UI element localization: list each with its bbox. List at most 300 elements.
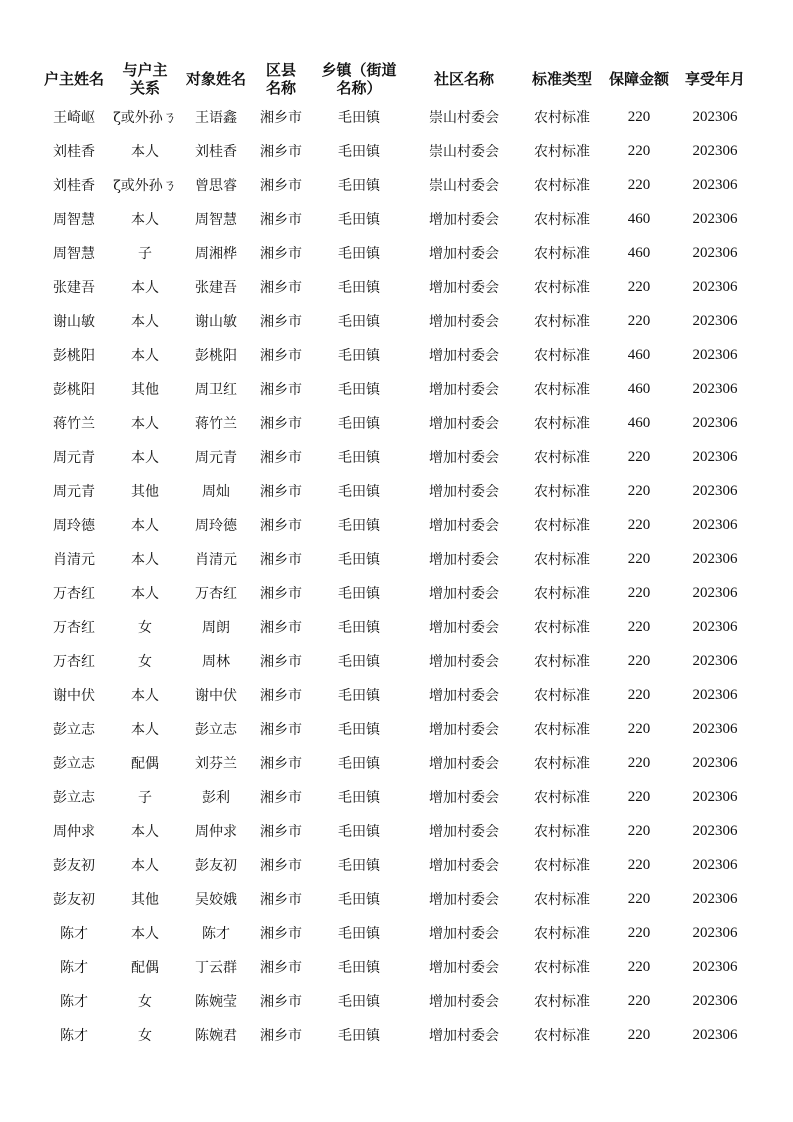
table-row [38, 474, 756, 508]
header-relationship-line: 关系 [129, 79, 160, 97]
cell-relationship: 本人 [131, 824, 159, 840]
cell-period: 202306 [692, 618, 738, 635]
cell-relationship: 女 [138, 1028, 152, 1044]
cell-recipient-name: 谢中伏 [195, 688, 237, 704]
cell-standard-type: 农村标准 [534, 246, 590, 262]
cell-township: 毛田镇 [338, 960, 380, 976]
cell-community: 增加村委会 [429, 926, 499, 942]
cell-relationship: ζ或外孙ㄋ [113, 110, 177, 126]
cell-township: 毛田镇 [338, 824, 380, 840]
cell-community: 增加村委会 [429, 450, 499, 466]
cell-amount: 220 [627, 958, 651, 975]
cell-standard-type: 农村标准 [534, 790, 590, 806]
cell-recipient-name: 周智慧 [195, 212, 237, 228]
cell-community: 增加村委会 [429, 1028, 499, 1044]
table-row [38, 372, 756, 406]
cell-community: 增加村委会 [429, 518, 499, 534]
table-row [38, 814, 756, 848]
cell-community: 增加村委会 [429, 586, 499, 602]
header-county [252, 58, 310, 100]
cell-householder-name: 周智慧 [53, 212, 95, 228]
cell-standard-type: 农村标准 [534, 926, 590, 942]
cell-amount: 220 [627, 788, 651, 805]
cell-county: 湘乡市 [260, 892, 302, 908]
cell-period: 202306 [692, 278, 738, 295]
cell-standard-type: 农村标准 [534, 144, 590, 160]
cell-recipient-name: 陈才 [202, 926, 230, 942]
cell-recipient-name: 周湘桦 [195, 246, 237, 262]
cell-householder-name: 蒋竹兰 [53, 416, 95, 432]
header-standard-type [520, 58, 604, 100]
cell-householder-name: 彭桃阳 [53, 382, 95, 398]
header-householder-name-line: 户主姓名 [43, 70, 104, 88]
cell-community: 增加村委会 [429, 212, 499, 228]
cell-standard-type: 农村标准 [534, 994, 590, 1010]
cell-standard-type: 农村标准 [534, 212, 590, 228]
table-row [38, 338, 756, 372]
cell-householder-name: 周玲德 [53, 518, 95, 534]
cell-community: 增加村委会 [429, 484, 499, 500]
header-period [674, 58, 756, 100]
cell-householder-name: 彭立志 [53, 790, 95, 806]
cell-period: 202306 [692, 482, 738, 499]
cell-recipient-name: 周仲求 [195, 824, 237, 840]
cell-householder-name: 张建吾 [53, 280, 95, 296]
cell-householder-name: 彭友初 [53, 858, 95, 874]
cell-standard-type: 农村标准 [534, 178, 590, 194]
cell-township: 毛田镇 [338, 144, 380, 160]
cell-period: 202306 [692, 754, 738, 771]
header-township [310, 58, 408, 100]
cell-county: 湘乡市 [260, 280, 302, 296]
cell-county: 湘乡市 [260, 722, 302, 738]
table-row [38, 746, 756, 780]
cell-recipient-name: 周灿 [202, 484, 230, 500]
header-relationship-line: 与户主 [122, 61, 168, 79]
cell-township: 毛田镇 [338, 280, 380, 296]
cell-county: 湘乡市 [260, 212, 302, 228]
table-row [38, 984, 756, 1018]
cell-householder-name: 谢中伏 [53, 688, 95, 704]
cell-recipient-name: 丁云群 [195, 960, 237, 976]
cell-county: 湘乡市 [260, 1028, 302, 1044]
cell-standard-type: 农村标准 [534, 824, 590, 840]
cell-township: 毛田镇 [338, 314, 380, 330]
cell-recipient-name: 刘芬兰 [195, 756, 237, 772]
cell-relationship: 其他 [131, 382, 159, 398]
cell-standard-type: 农村标准 [534, 858, 590, 874]
cell-relationship: 本人 [131, 416, 159, 432]
cell-relationship: 子 [138, 790, 152, 806]
cell-amount: 220 [627, 618, 651, 635]
table-row [38, 406, 756, 440]
cell-householder-name: 万杏红 [53, 586, 95, 602]
cell-householder-name: 王崎岖 [53, 110, 95, 126]
cell-period: 202306 [692, 1026, 738, 1043]
cell-relationship: 其他 [131, 892, 159, 908]
cell-standard-type: 农村标准 [534, 892, 590, 908]
cell-period: 202306 [692, 890, 738, 907]
cell-community: 增加村委会 [429, 994, 499, 1010]
cell-county: 湘乡市 [260, 926, 302, 942]
cell-amount: 220 [627, 822, 651, 839]
cell-period: 202306 [692, 346, 738, 363]
table-row [38, 916, 756, 950]
cell-community: 增加村委会 [429, 960, 499, 976]
header-amount [604, 58, 674, 100]
cell-recipient-name: 周玲德 [195, 518, 237, 534]
cell-householder-name: 陈才 [60, 926, 88, 942]
cell-householder-name: 肖清元 [53, 552, 95, 568]
cell-recipient-name: 王语鑫 [195, 110, 237, 126]
cell-householder-name: 万杏红 [53, 654, 95, 670]
cell-community: 增加村委会 [429, 620, 499, 636]
cell-period: 202306 [692, 244, 738, 261]
cell-county: 湘乡市 [260, 348, 302, 364]
cell-relationship: 本人 [131, 722, 159, 738]
cell-recipient-name: 周朗 [202, 620, 230, 636]
cell-county: 湘乡市 [260, 144, 302, 160]
table-row [38, 440, 756, 474]
cell-period: 202306 [692, 312, 738, 329]
cell-amount: 220 [627, 856, 651, 873]
cell-township: 毛田镇 [338, 756, 380, 772]
cell-period: 202306 [692, 210, 738, 227]
cell-period: 202306 [692, 686, 738, 703]
cell-householder-name: 周元青 [53, 484, 95, 500]
cell-recipient-name: 刘桂香 [195, 144, 237, 160]
cell-county: 湘乡市 [260, 552, 302, 568]
cell-relationship: 本人 [131, 144, 159, 160]
cell-amount: 220 [627, 550, 651, 567]
cell-county: 湘乡市 [260, 314, 302, 330]
cell-county: 湘乡市 [260, 790, 302, 806]
cell-standard-type: 农村标准 [534, 110, 590, 126]
cell-amount: 220 [627, 754, 651, 771]
cell-township: 毛田镇 [338, 586, 380, 602]
cell-standard-type: 农村标准 [534, 484, 590, 500]
cell-community: 增加村委会 [429, 280, 499, 296]
cell-township: 毛田镇 [338, 382, 380, 398]
cell-community: 崇山村委会 [429, 110, 499, 126]
cell-county: 湘乡市 [260, 586, 302, 602]
cell-householder-name: 彭立志 [53, 722, 95, 738]
cell-amount: 460 [627, 380, 651, 397]
table-row [38, 848, 756, 882]
table-row [38, 304, 756, 338]
cell-householder-name: 刘桂香 [53, 144, 95, 160]
table-row [38, 270, 756, 304]
cell-relationship: ζ或外孙ㄋ [113, 178, 177, 194]
cell-amount: 220 [627, 686, 651, 703]
cell-relationship: 子 [138, 246, 152, 262]
cell-township: 毛田镇 [338, 348, 380, 364]
table-row [38, 882, 756, 916]
table-row [38, 712, 756, 746]
cell-amount: 220 [627, 278, 651, 295]
table-row [38, 236, 756, 270]
cell-period: 202306 [692, 720, 738, 737]
cell-community: 增加村委会 [429, 824, 499, 840]
cell-recipient-name: 周林 [202, 654, 230, 670]
cell-township: 毛田镇 [338, 722, 380, 738]
cell-recipient-name: 蒋竹兰 [195, 416, 237, 432]
table-row [38, 950, 756, 984]
header-recipient-name [180, 58, 252, 100]
cell-amount: 220 [627, 720, 651, 737]
cell-county: 湘乡市 [260, 620, 302, 636]
cell-standard-type: 农村标准 [534, 586, 590, 602]
cell-county: 湘乡市 [260, 518, 302, 534]
cell-amount: 220 [627, 924, 651, 941]
header-amount-line: 保障金额 [608, 70, 669, 88]
document-sheet [38, 58, 756, 1052]
cell-householder-name: 刘桂香 [53, 178, 95, 194]
cell-standard-type: 农村标准 [534, 688, 590, 704]
cell-relationship: 本人 [131, 212, 159, 228]
cell-county: 湘乡市 [260, 654, 302, 670]
cell-amount: 460 [627, 210, 651, 227]
cell-community: 增加村委会 [429, 382, 499, 398]
cell-standard-type: 农村标准 [534, 756, 590, 772]
header-township-line: 乡镇（街道 [321, 61, 397, 79]
cell-recipient-name: 彭桃阳 [195, 348, 237, 364]
cell-community: 增加村委会 [429, 654, 499, 670]
cell-period: 202306 [692, 856, 738, 873]
cell-township: 毛田镇 [338, 416, 380, 432]
cell-standard-type: 农村标准 [534, 450, 590, 466]
cell-householder-name: 陈才 [60, 960, 88, 976]
table-row [38, 610, 756, 644]
cell-period: 202306 [692, 550, 738, 567]
header-community [408, 58, 520, 100]
cell-recipient-name: 万杏红 [195, 586, 237, 602]
cell-period: 202306 [692, 822, 738, 839]
cell-community: 增加村委会 [429, 246, 499, 262]
cell-community: 增加村委会 [429, 858, 499, 874]
cell-standard-type: 农村标准 [534, 416, 590, 432]
cell-period: 202306 [692, 142, 738, 159]
cell-amount: 220 [627, 992, 651, 1009]
cell-relationship: 本人 [131, 314, 159, 330]
cell-relationship: 本人 [131, 348, 159, 364]
cell-amount: 220 [627, 584, 651, 601]
cell-community: 增加村委会 [429, 892, 499, 908]
cell-relationship: 本人 [131, 586, 159, 602]
header-relationship [110, 58, 180, 100]
cell-relationship: 本人 [131, 450, 159, 466]
cell-county: 湘乡市 [260, 416, 302, 432]
cell-county: 湘乡市 [260, 824, 302, 840]
cell-county: 湘乡市 [260, 450, 302, 466]
cell-county: 湘乡市 [260, 484, 302, 500]
cell-community: 增加村委会 [429, 722, 499, 738]
cell-county: 湘乡市 [260, 858, 302, 874]
table-row [38, 202, 756, 236]
cell-community: 增加村委会 [429, 790, 499, 806]
cell-amount: 220 [627, 176, 651, 193]
cell-county: 湘乡市 [260, 246, 302, 262]
cell-relationship: 本人 [131, 518, 159, 534]
cell-recipient-name: 曾思睿 [195, 178, 237, 194]
cell-county: 湘乡市 [260, 382, 302, 398]
cell-standard-type: 农村标准 [534, 518, 590, 534]
cell-standard-type: 农村标准 [534, 722, 590, 738]
table-row [38, 780, 756, 814]
cell-standard-type: 农村标准 [534, 1028, 590, 1044]
cell-recipient-name: 彭立志 [195, 722, 237, 738]
cell-relationship: 本人 [131, 858, 159, 874]
cell-householder-name: 周仲求 [53, 824, 95, 840]
cell-county: 湘乡市 [260, 178, 302, 194]
cell-county: 湘乡市 [260, 994, 302, 1010]
cell-township: 毛田镇 [338, 1028, 380, 1044]
cell-relationship: 本人 [131, 926, 159, 942]
cell-township: 毛田镇 [338, 790, 380, 806]
cell-householder-name: 陈才 [60, 994, 88, 1010]
cell-amount: 220 [627, 482, 651, 499]
cell-amount: 220 [627, 312, 651, 329]
cell-period: 202306 [692, 448, 738, 465]
cell-township: 毛田镇 [338, 926, 380, 942]
header-standard-type-line: 标准类型 [531, 70, 592, 88]
cell-township: 毛田镇 [338, 518, 380, 534]
cell-householder-name: 谢山敏 [53, 314, 95, 330]
cell-amount: 220 [627, 108, 651, 125]
cell-recipient-name: 周元青 [195, 450, 237, 466]
cell-township: 毛田镇 [338, 110, 380, 126]
cell-township: 毛田镇 [338, 212, 380, 228]
header-recipient-name-line: 对象姓名 [185, 70, 246, 88]
cell-township: 毛田镇 [338, 484, 380, 500]
cell-township: 毛田镇 [338, 246, 380, 262]
cell-standard-type: 农村标准 [534, 382, 590, 398]
header-householder-name [38, 58, 110, 100]
cell-relationship: 其他 [131, 484, 159, 500]
cell-community: 增加村委会 [429, 314, 499, 330]
cell-relationship: 女 [138, 994, 152, 1010]
cell-county: 湘乡市 [260, 756, 302, 772]
cell-relationship: 本人 [131, 280, 159, 296]
cell-township: 毛田镇 [338, 178, 380, 194]
table-body [38, 100, 756, 1052]
cell-period: 202306 [692, 652, 738, 669]
cell-township: 毛田镇 [338, 552, 380, 568]
cell-community: 增加村委会 [429, 552, 499, 568]
cell-township: 毛田镇 [338, 688, 380, 704]
cell-period: 202306 [692, 516, 738, 533]
cell-recipient-name: 陈婉君 [195, 1028, 237, 1044]
cell-amount: 460 [627, 346, 651, 363]
cell-community: 增加村委会 [429, 756, 499, 772]
cell-township: 毛田镇 [338, 994, 380, 1010]
cell-period: 202306 [692, 924, 738, 941]
cell-county: 湘乡市 [260, 110, 302, 126]
cell-county: 湘乡市 [260, 688, 302, 704]
cell-recipient-name: 彭利 [202, 790, 230, 806]
cell-township: 毛田镇 [338, 654, 380, 670]
cell-householder-name: 陈才 [60, 1028, 88, 1044]
table-row [38, 1018, 756, 1052]
cell-recipient-name: 彭友初 [195, 858, 237, 874]
header-township-line: 名称） [336, 79, 382, 97]
cell-township: 毛田镇 [338, 858, 380, 874]
header-community-line: 社区名称 [433, 70, 494, 88]
header-county-line: 区县 [265, 61, 296, 79]
cell-amount: 220 [627, 142, 651, 159]
cell-township: 毛田镇 [338, 450, 380, 466]
cell-period: 202306 [692, 380, 738, 397]
header-county-line: 名称 [265, 79, 296, 97]
cell-township: 毛田镇 [338, 620, 380, 636]
cell-community: 增加村委会 [429, 416, 499, 432]
cell-township: 毛田镇 [338, 892, 380, 908]
table-row [38, 576, 756, 610]
table-row [38, 168, 756, 202]
cell-relationship: 配偶 [131, 756, 159, 772]
cell-standard-type: 农村标准 [534, 314, 590, 330]
cell-period: 202306 [692, 176, 738, 193]
cell-recipient-name: 吴姣娥 [195, 892, 237, 908]
cell-county: 湘乡市 [260, 960, 302, 976]
cell-householder-name: 万杏红 [53, 620, 95, 636]
cell-householder-name: 周元青 [53, 450, 95, 466]
cell-standard-type: 农村标准 [534, 654, 590, 670]
cell-recipient-name: 周卫红 [195, 382, 237, 398]
cell-householder-name: 周智慧 [53, 246, 95, 262]
cell-recipient-name: 陈婉莹 [195, 994, 237, 1010]
table-header-row [38, 58, 756, 100]
cell-period: 202306 [692, 414, 738, 431]
cell-standard-type: 农村标准 [534, 552, 590, 568]
cell-householder-name: 彭友初 [53, 892, 95, 908]
header-period-line: 享受年月 [684, 70, 745, 88]
table-row [38, 678, 756, 712]
cell-amount: 220 [627, 1026, 651, 1043]
cell-community: 崇山村委会 [429, 178, 499, 194]
table-row [38, 644, 756, 678]
cell-standard-type: 农村标准 [534, 280, 590, 296]
cell-amount: 220 [627, 652, 651, 669]
cell-amount: 220 [627, 890, 651, 907]
table-row [38, 134, 756, 168]
cell-period: 202306 [692, 992, 738, 1009]
table-row [38, 542, 756, 576]
cell-standard-type: 农村标准 [534, 348, 590, 364]
cell-community: 增加村委会 [429, 348, 499, 364]
cell-community: 崇山村委会 [429, 144, 499, 160]
cell-householder-name: 彭立志 [53, 756, 95, 772]
cell-recipient-name: 谢山敏 [195, 314, 237, 330]
cell-householder-name: 彭桃阳 [53, 348, 95, 364]
cell-relationship: 女 [138, 620, 152, 636]
cell-recipient-name: 肖清元 [195, 552, 237, 568]
subsidy-table [38, 58, 756, 1052]
cell-recipient-name: 张建吾 [195, 280, 237, 296]
cell-community: 增加村委会 [429, 688, 499, 704]
cell-amount: 460 [627, 414, 651, 431]
cell-amount: 220 [627, 516, 651, 533]
cell-period: 202306 [692, 788, 738, 805]
cell-amount: 460 [627, 244, 651, 261]
cell-amount: 220 [627, 448, 651, 465]
cell-standard-type: 农村标准 [534, 620, 590, 636]
cell-period: 202306 [692, 584, 738, 601]
table-row [38, 100, 756, 134]
cell-relationship: 本人 [131, 552, 159, 568]
table-row [38, 508, 756, 542]
cell-period: 202306 [692, 108, 738, 125]
